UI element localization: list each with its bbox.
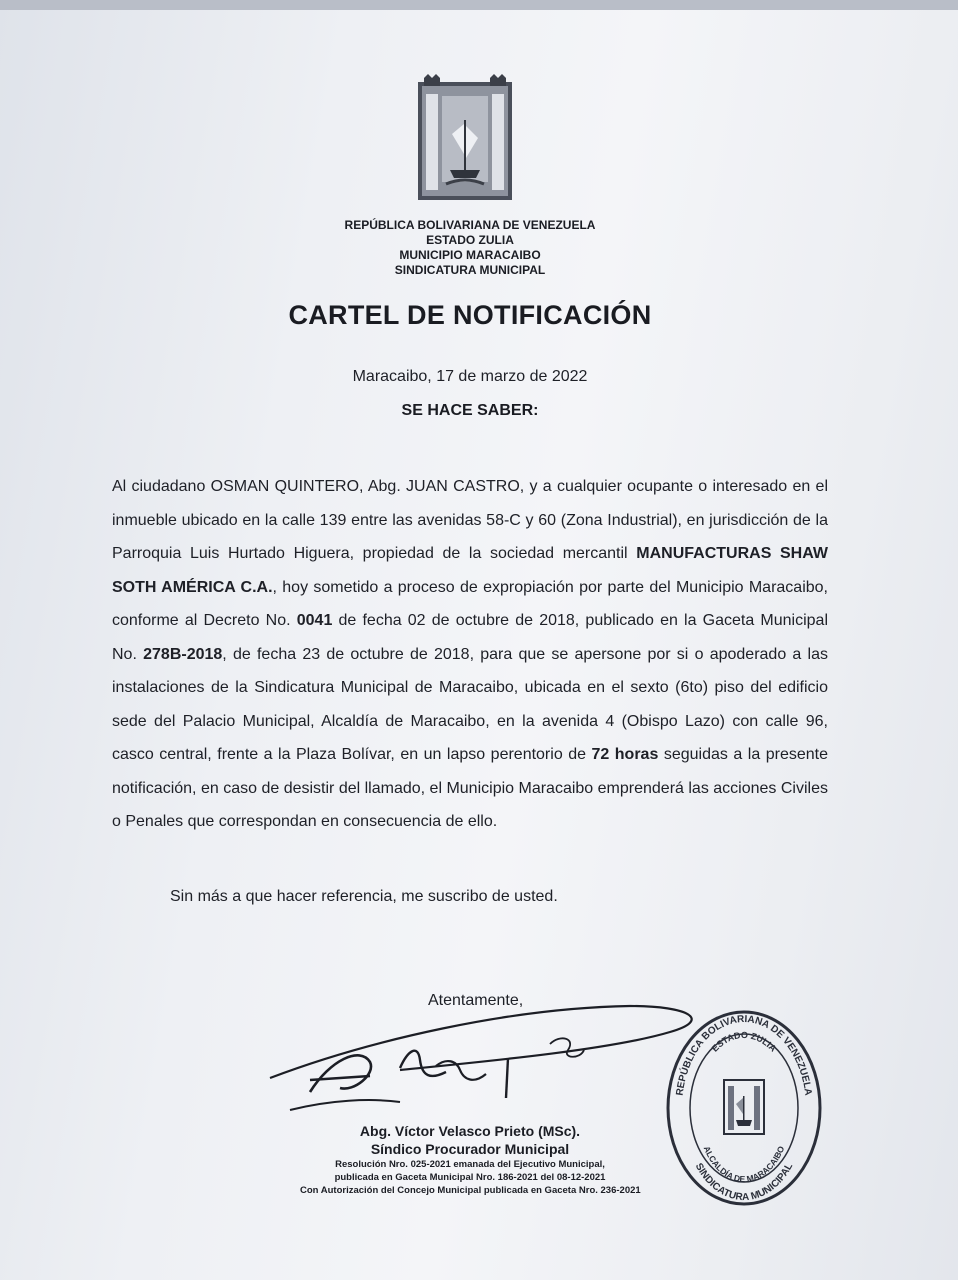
coat-of-arms-icon [416,74,514,204]
gazette-number: 278B-2018 [143,645,223,663]
stamp-top-text: REPÚBLICA BOLIVARIANA DE VENEZUELA [674,1013,814,1097]
body-part-4: , de fecha 23 de octubre de 2018, para que se apersone por si o apoderado a las instalaciones de la Sindicatura Municipal de Maracaibo, ubicada en el sexto (6to) piso del edificio sede del Palacio Municipal, Alcaldía de Maracaibo, en la avenida 4 (Obispo Lazo) con calle 96, casco central, frente a la Plaza Bolívar, en un lapso perentorio de [112,645,829,763]
stamp-mid-text: ESTADO ZULIA [709,1029,779,1054]
notification-body [112,470,828,839]
document-header [300,218,640,278]
signer-resolution-1: Resolución Nro. 025-2021 emanada del Ejecutivo Municipal, [335,1159,605,1170]
header-republic: REPÚBLICA BOLIVARIANA DE VENEZUELA [344,218,596,232]
signer-name: Abg. Víctor Velasco Prieto (MSc). [359,1123,581,1139]
document-date: Maracaibo, 17 de marzo de 2022 [352,368,588,385]
deadline-hours: 72 horas [591,746,659,763]
signer-resolution-3: Con Autorización del Concejo Municipal publicada en Gaceta Nro. 236-2021 [300,1185,641,1196]
stamp-bottom-text: SINDICATURA MUNICIPAL [692,1161,796,1204]
decree-number: 0041 [296,612,333,629]
body-part-5: seguidas a la presente notificación, en caso de desistir del llamado, el Municipio Maracaibo emprenderá las acciones Civiles o Penales que correspondan en consecuencia de ello. [112,746,828,830]
stamp-bottom-text-2: ALCALDÍA DE MARACAIBO [701,1144,787,1185]
header-municipality: MUNICIPIO MARACAIBO [399,248,541,262]
regards-line: Atentamente, [428,992,524,1009]
handwritten-signature [250,980,710,1130]
official-stamp [664,1008,824,1208]
signer-block [300,1122,640,1197]
paper-edge [0,0,958,10]
header-office: SINDICATURA MUNICIPAL [394,263,546,277]
body-part-3: de fecha 02 de octubre de 2018, publicado en la Gaceta Municipal No. [112,612,829,663]
stamp-crest-icon [724,1080,764,1134]
document-title: CARTEL DE NOTIFICACIÓN [288,300,652,330]
body-part-1: Al ciudadano OSMAN QUINTERO, Abg. JUAN CASTRO, y a cualquier ocupante o interesado en el inmueble ubicado en la calle 139 entre las avenidas 58-C y 60 (Zona Industrial), en jurisdicción de la Parroquia Luis Hurtado Higuera, propiedad de la sociedad mercantil [112,478,828,562]
body-part-2: , hoy sometido a proceso de expropiación por parte del Municipio Maracaibo, conforme al Decreto No. [112,578,829,629]
signer-resolution-2: publicada en Gaceta Municipal Nro. 186-2021 del 08-12-2021 [334,1172,606,1183]
announcement-heading: SE HACE SABER: [401,402,539,419]
signer-role: Síndico Procurador Municipal [370,1141,570,1157]
company-name: MANUFACTURAS SHAW SOTH AMÉRICA C.A. [112,545,829,596]
closing-line: Sin más a que hacer referencia, me suscribo de usted. [170,888,558,905]
header-state: ESTADO ZULIA [426,233,514,247]
